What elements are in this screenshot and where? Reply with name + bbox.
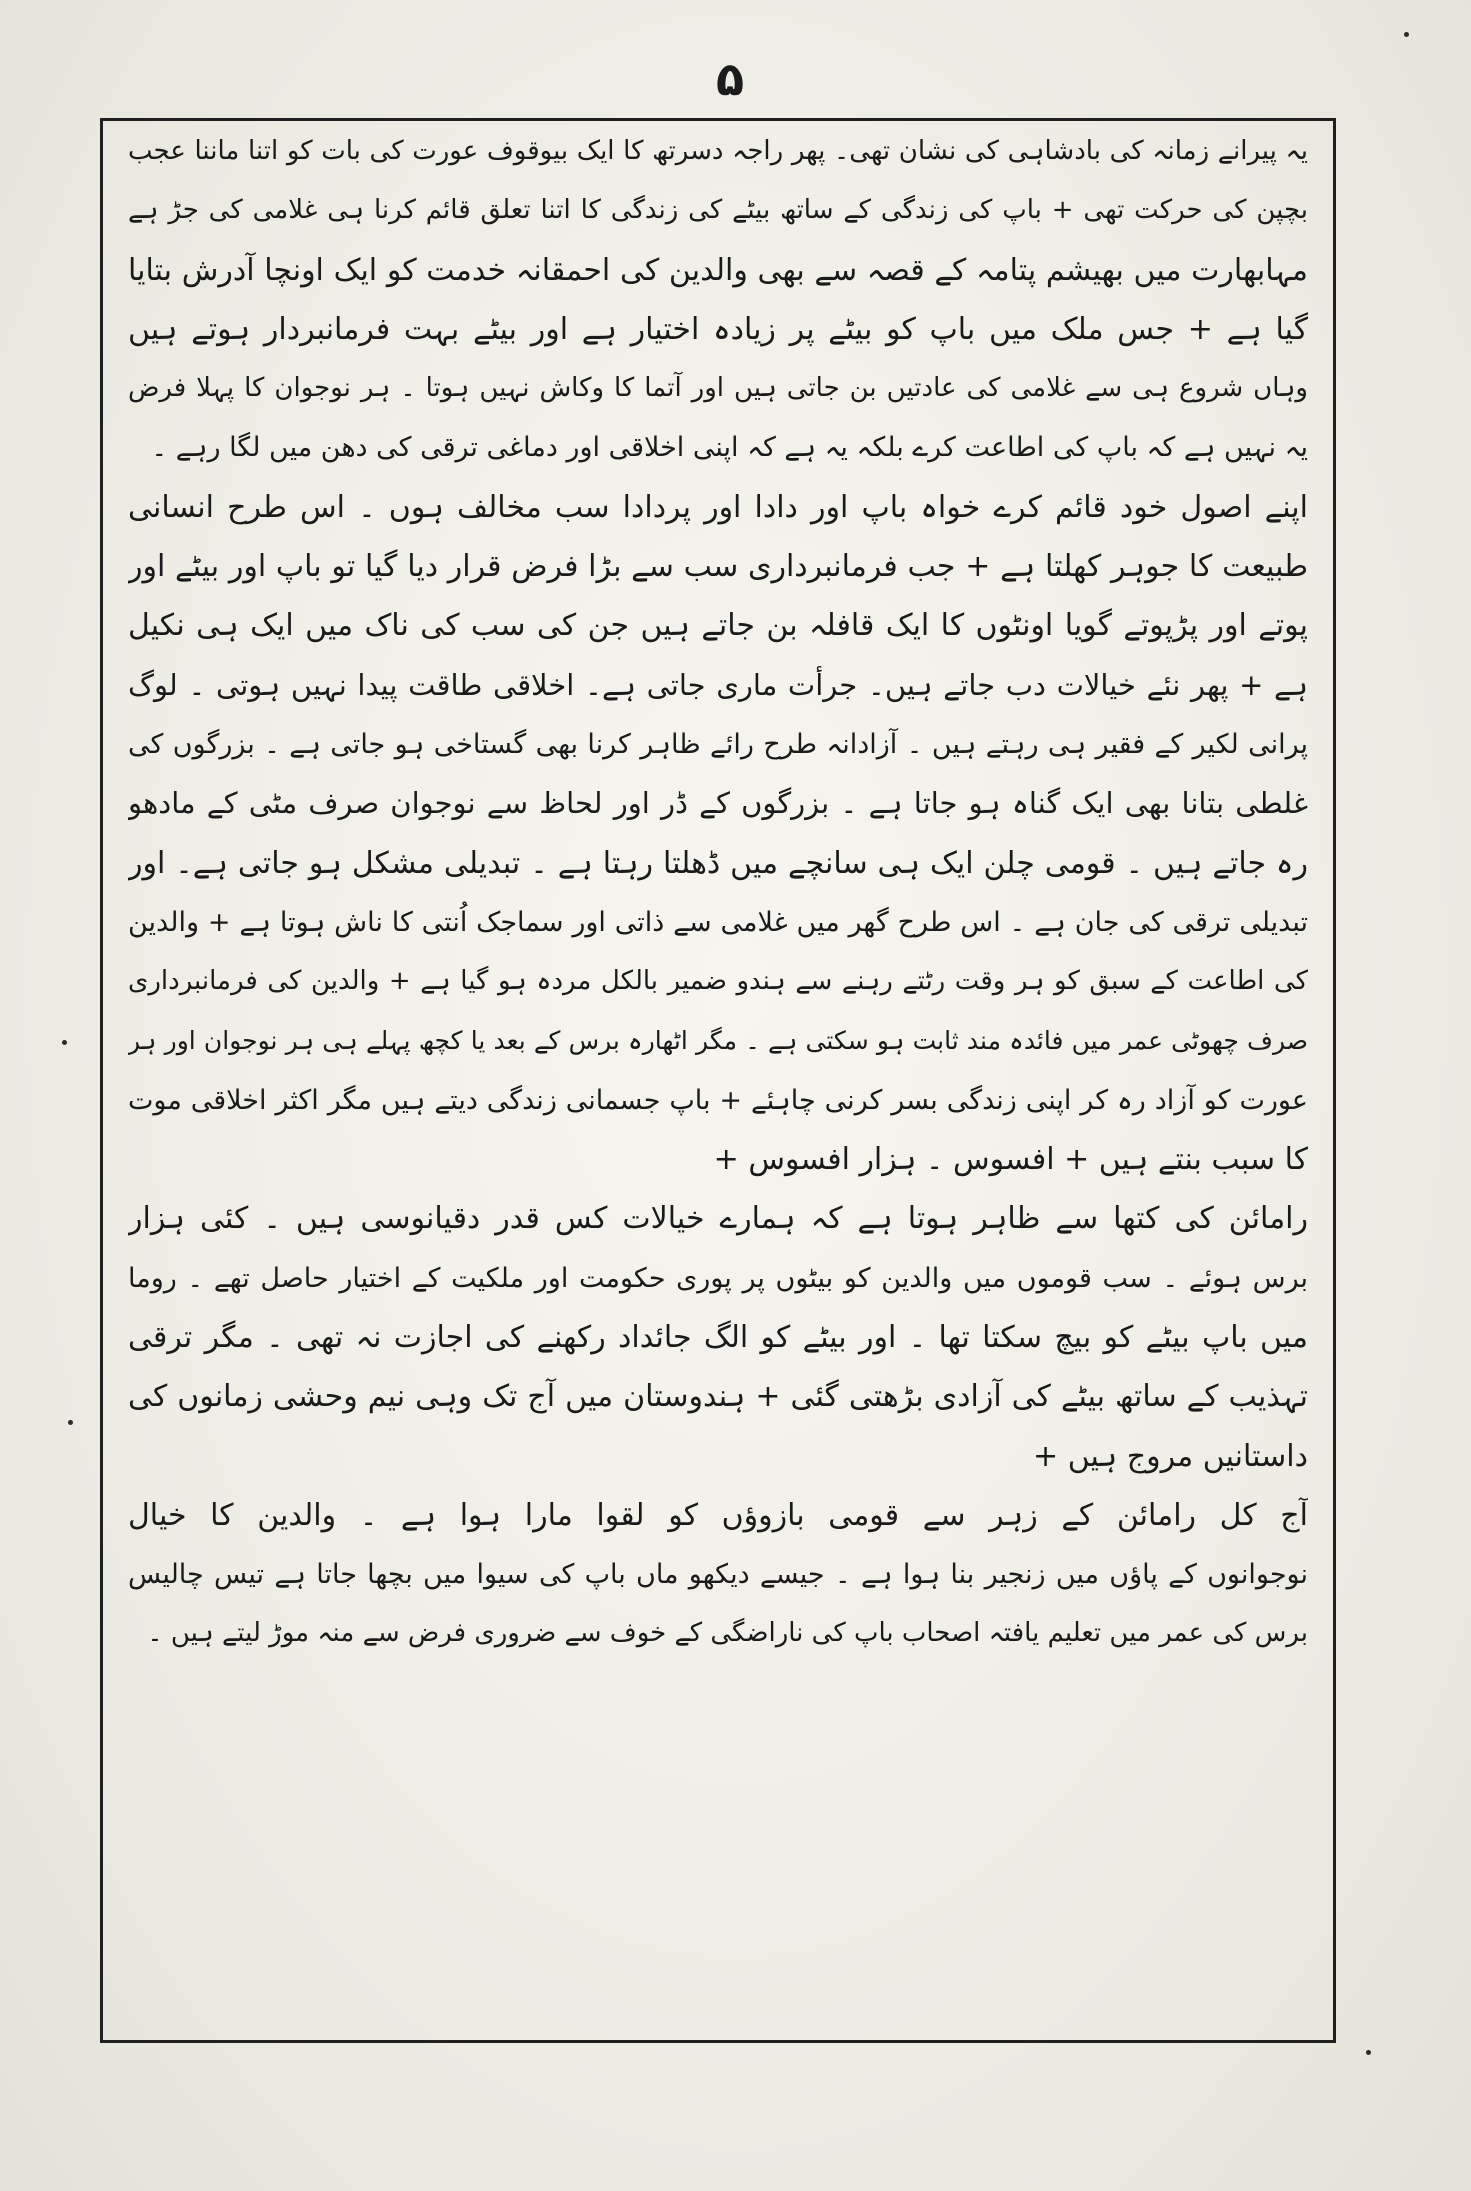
text-line: تہذیب کے ساتھ بیٹے کی آزادی بڑھتی گئی + ہندوستان میں آج تک وہی نیم وحشی زمانوں کی xyxy=(128,1379,1308,1415)
edge-speck xyxy=(68,1420,73,1425)
text-line: غلطی بتانا بھی ایک گناہ ہو جاتا ہے ۔ بزرگوں کے ڈر اور لحاظ سے نوجوان صرف مٹی کے مادھو xyxy=(128,786,1308,821)
text-line: گیا ہے + جس ملک میں باپ کو بیٹے پر زیادہ اختیار ہے اور بیٹے بہت فرمانبردار ہوتے ہیں xyxy=(128,311,1308,347)
text-line: نوجوانوں کے پاؤں میں زنجیر بنا ہوا ہے ۔ جیسے دیکھو ماں باپ کی سیوا میں بچھا جاتا ہے تیس چالیس xyxy=(128,1559,1308,1591)
text-line: پوتے اور پڑپوتے گویا اونٹوں کا ایک قافلہ بن جاتے ہیں جن کی سب کی ناک میں ایک ہی نکیل xyxy=(128,608,1308,644)
text-line: برس ہوئے ۔ سب قوموں میں والدین کو بیٹوں پر پوری حکومت اور ملکیت کے اختیار حاصل تھے ۔ روما xyxy=(128,1262,1308,1294)
text-line: ہے + پھر نئے خیالات دب جاتے ہیں۔ جرأت ماری جاتی ہے۔ اخلاقی طاقت پیدا نہیں ہوتی ۔ لوگ xyxy=(128,667,1308,702)
text-line: پرانی لکیر کے فقیر ہی رہتے ہیں ۔ آزادانہ طرح رائے ظاہر کرنا بھی گستاخی ہو جاتی ہے ۔ بزرگوں کی xyxy=(128,728,1308,760)
text-line: عورت کو آزاد رہ کر اپنی زندگی بسر کرنی چاہئے + باپ جسمانی زندگی دیتے ہیں مگر اکثر اخلاقی موت xyxy=(128,1084,1308,1116)
edge-speck xyxy=(1404,32,1409,37)
text-line: کی اطاعت کے سبق کو ہر وقت رٹتے رہنے سے ہندو ضمیر بالکل مردہ ہو گیا ہے + والدین کی فرمانبرداری xyxy=(128,966,1308,997)
body-text xyxy=(128,122,1308,1664)
edge-speck xyxy=(1366,2050,1371,2055)
text-line: طبیعت کا جوہر کھلتا ہے + جب فرمانبرداری سب سے بڑا فرض قرار دیا گیا تو باپ اور بیٹے اور xyxy=(128,549,1308,585)
edge-speck xyxy=(62,1040,67,1045)
text-line: کا سبب بنتے ہیں + افسوس ۔ ہزار افسوس + xyxy=(713,1142,1308,1178)
text-line: رامائن کی کتھا سے ظاہر ہوتا ہے کہ ہمارے خیالات کس قدر دقیانوسی ہیں ۔ کئی ہزار xyxy=(128,1201,1308,1237)
text-line: بچپن کی حرکت تھی + باپ کی زندگی کے ساتھ بیٹے کی زندگی کا اتنا تعلق قائم کرنا ہی غلامی کی جڑ ہے xyxy=(128,195,1308,226)
text-line: یہ پیرانے زمانہ کی بادشاہی کی نشان تھی۔ پھر راجہ دسرتھ کا ایک بیوقوف عورت کی بات کو اتنا ماننا عجب xyxy=(128,136,1308,166)
text-line: میں باپ بیٹے کو بیچ سکتا تھا ۔ اور بیٹے کو الگ جائداد رکھنے کی اجازت نہ تھی ۔ مگر ترقی xyxy=(128,1319,1308,1355)
text-line: داستانیں مروج ہیں + xyxy=(1033,1438,1308,1474)
text-line: صرف چھوٹی عمر میں فائدہ مند ثابت ہو سکتی ہے ۔ مگر اٹھارہ برس کے بعد یا کچھ پہلے ہی ہر نوجوان اور ہر xyxy=(128,1026,1308,1056)
text-line: آج کل رامائن کے زہر سے قومی بازوؤں کو لقوا مارا ہوا ہے ۔ والدین کا خیال xyxy=(128,1497,1308,1533)
text-line: وہاں شروع ہی سے غلامی کی عادتیں بن جاتی ہیں اور آتما کا وکاش نہیں ہوتا ۔ ہر نوجوان کا پہلا فرض xyxy=(128,373,1308,404)
text-line: تبدیلی ترقی کی جان ہے ۔ اس طرح گھر میں غلامی سے ذاتی اور سماجک اُنتی کا ناش ہوتا ہے + والدین xyxy=(128,906,1308,938)
text-line: رہ جاتے ہیں ۔ قومی چلن ایک ہی سانچے میں ڈھلتا رہتا ہے ۔ تبدیلی مشکل ہو جاتی ہے۔ اور xyxy=(128,845,1308,881)
text-line: اپنے اصول خود قائم کرے خواہ باپ اور دادا اور پردادا سب مخالف ہوں ۔ اس طرح انسانی xyxy=(128,489,1308,525)
text-line: مہابھارت میں بھیشم پتامہ کے قصہ سے بھی والدین کی احمقانہ خدمت کو ایک اونچا آدرش بتایا xyxy=(128,252,1308,288)
text-line: برس کی عمر میں تعلیم یافتہ اصحاب باپ کی ناراضگی کے خوف سے ضروری فرض سے منہ موڑ لیتے ہیں ۔ xyxy=(147,1618,1308,1649)
text-line: یہ نہیں ہے کہ باپ کی اطاعت کرے بلکہ یہ ہے کہ اپنی اخلاقی اور دماغی ترقی کی دھن میں لگا رہے ۔ xyxy=(151,432,1308,464)
page-number: ۵ xyxy=(715,52,745,106)
